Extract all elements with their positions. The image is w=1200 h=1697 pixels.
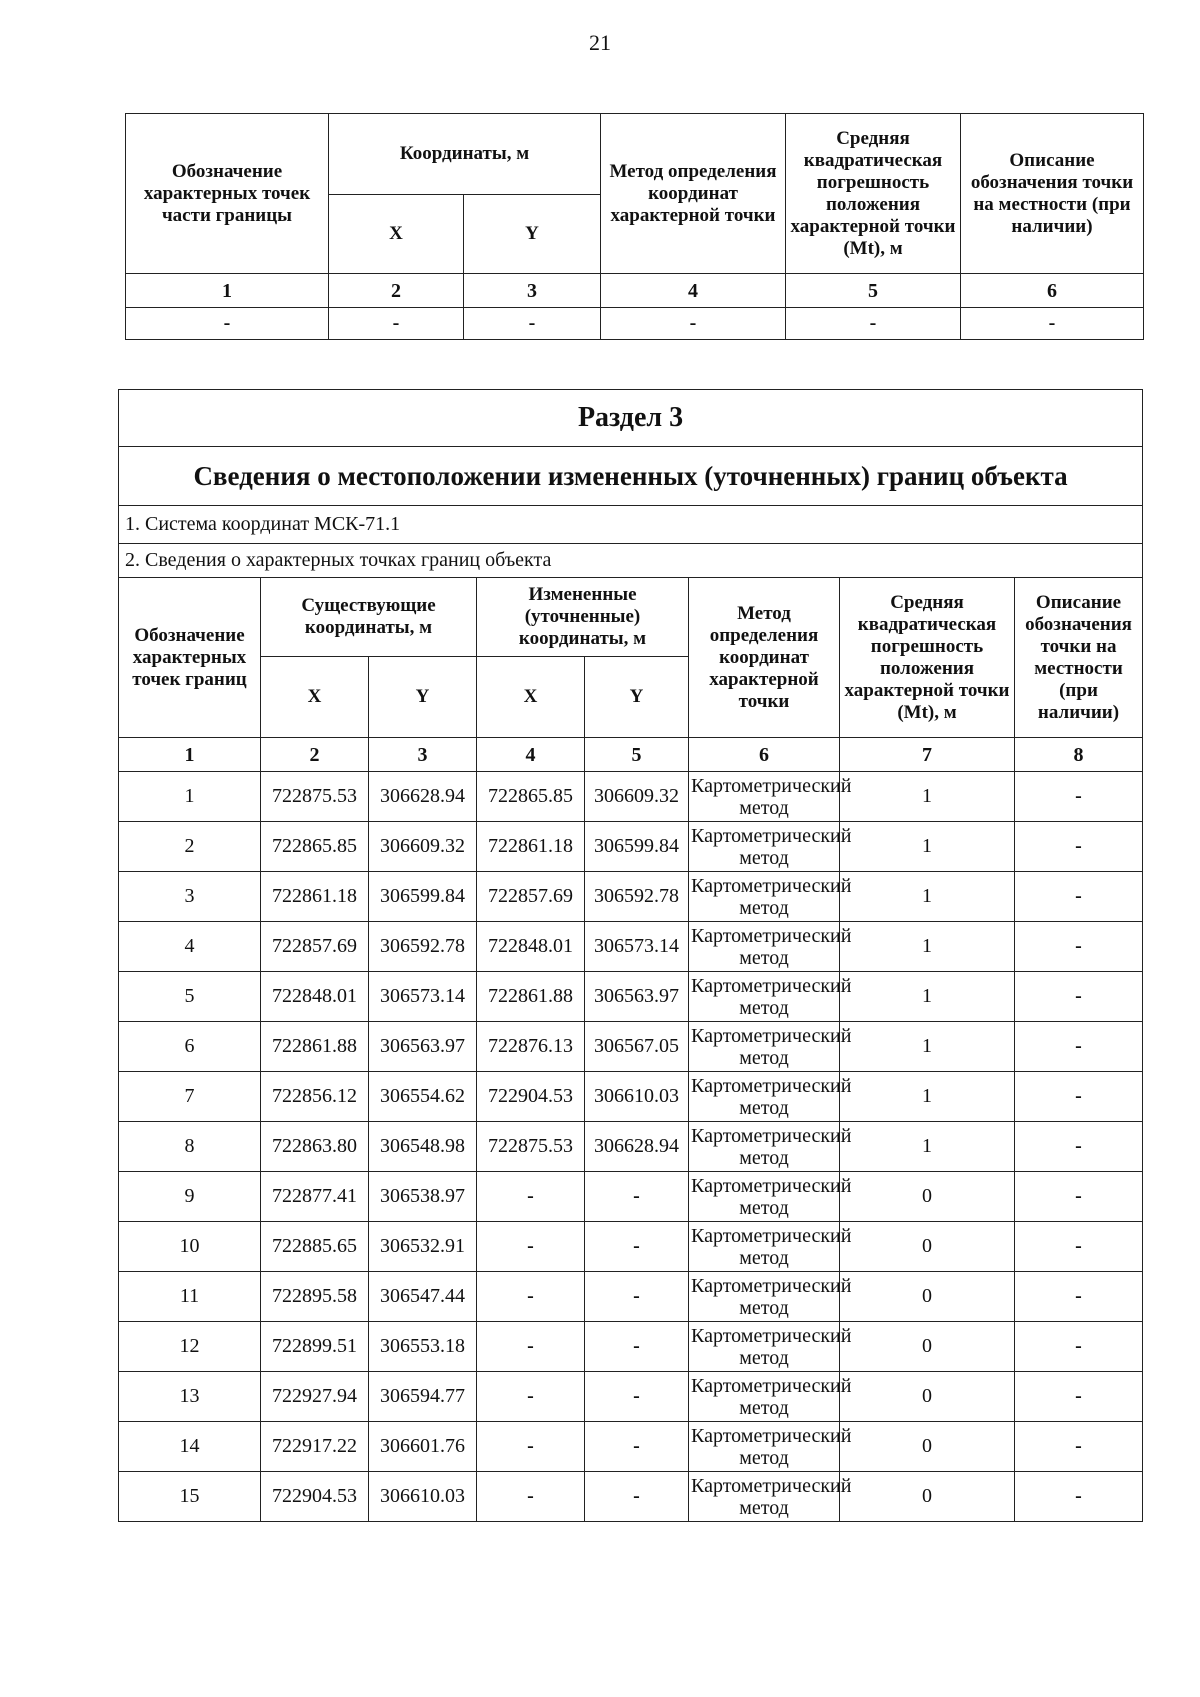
existing-y-cell: 306610.03	[369, 1472, 477, 1522]
point-number-cell: 4	[119, 922, 261, 972]
changed-y-cell: 306573.14	[585, 922, 689, 972]
changed-x-cell: 722848.01	[477, 922, 585, 972]
section-title: Раздел 3	[119, 390, 1143, 447]
method-cell: Картометрический метод	[689, 1472, 840, 1522]
point-number-cell: 7	[119, 1072, 261, 1122]
changed-y-cell: 306628.94	[585, 1122, 689, 1172]
point-number-cell: 3	[119, 872, 261, 922]
table-cell: -	[126, 308, 329, 340]
changed-x-cell: 722861.88	[477, 972, 585, 1022]
column-number: 8	[1015, 738, 1143, 772]
existing-x-cell: 722917.22	[261, 1422, 369, 1472]
table-row	[119, 972, 1143, 1022]
header-y: Y	[464, 195, 601, 274]
points-info-heading: 2. Сведения о характерных точках границ объекта	[119, 544, 1143, 578]
header-designation: Обозначение характерных точек части границы	[126, 114, 329, 274]
changed-y-cell: 306563.97	[585, 972, 689, 1022]
table-row	[119, 1422, 1143, 1472]
changed-y-cell: 306592.78	[585, 872, 689, 922]
column-numbers-row	[126, 274, 1144, 308]
method-cell: Картометрический метод	[689, 772, 840, 822]
changed-y-cell: -	[585, 1422, 689, 1472]
header-description: Описание обозначения точки на местности (при наличии)	[961, 114, 1144, 274]
point-number-cell: 15	[119, 1472, 261, 1522]
column-number: 5	[786, 274, 961, 308]
changed-y-cell: -	[585, 1272, 689, 1322]
existing-y-cell: 306601.76	[369, 1422, 477, 1472]
table-row	[119, 1022, 1143, 1072]
column-number: 4	[477, 738, 585, 772]
column-number: 3	[464, 274, 601, 308]
table-row	[119, 822, 1143, 872]
existing-y-cell: 306594.77	[369, 1372, 477, 1422]
changed-x-cell: 722861.18	[477, 822, 585, 872]
mean-error-cell: 1	[840, 922, 1015, 972]
description-cell: -	[1015, 872, 1143, 922]
method-cell: Картометрический метод	[689, 1272, 840, 1322]
header-changed-y: Y	[585, 657, 689, 738]
existing-y-cell: 306554.62	[369, 1072, 477, 1122]
changed-x-cell: -	[477, 1422, 585, 1472]
table-row	[119, 1472, 1143, 1522]
method-cell: Картометрический метод	[689, 972, 840, 1022]
column-number: 1	[119, 738, 261, 772]
column-number: 2	[329, 274, 464, 308]
header-description: Описание обозначения точки на местности (при наличии)	[1015, 578, 1143, 738]
existing-y-cell: 306592.78	[369, 922, 477, 972]
description-cell: -	[1015, 922, 1143, 972]
table-row	[119, 1372, 1143, 1422]
mean-error-cell: 1	[840, 772, 1015, 822]
table-row	[119, 922, 1143, 972]
column-number: 5	[585, 738, 689, 772]
description-cell: -	[1015, 972, 1143, 1022]
table-row	[126, 308, 1144, 340]
table-row	[119, 1222, 1143, 1272]
changed-x-cell: -	[477, 1372, 585, 1422]
existing-x-cell: 722848.01	[261, 972, 369, 1022]
mean-error-cell: 1	[840, 1122, 1015, 1172]
header-changed-coordinates: Измененные (уточненные) координаты, м	[477, 578, 689, 657]
mean-error-cell: 0	[840, 1422, 1015, 1472]
existing-y-cell: 306599.84	[369, 872, 477, 922]
coordinate-system: 1. Система координат МСК-71.1	[119, 506, 1143, 544]
column-numbers-row	[119, 738, 1143, 772]
point-number-cell: 6	[119, 1022, 261, 1072]
changed-x-cell: 722865.85	[477, 772, 585, 822]
changed-y-cell: 306567.05	[585, 1022, 689, 1072]
column-number: 1	[126, 274, 329, 308]
existing-x-cell: 722877.41	[261, 1172, 369, 1222]
existing-y-cell: 306547.44	[369, 1272, 477, 1322]
existing-y-cell: 306563.97	[369, 1022, 477, 1072]
table-row	[119, 1072, 1143, 1122]
changed-y-cell: -	[585, 1222, 689, 1272]
point-number-cell: 2	[119, 822, 261, 872]
column-number: 2	[261, 738, 369, 772]
table-cell: -	[464, 308, 601, 340]
description-cell: -	[1015, 1372, 1143, 1422]
part-boundary-points-table	[125, 113, 1144, 340]
existing-x-cell: 722857.69	[261, 922, 369, 972]
mean-error-cell: 1	[840, 872, 1015, 922]
changed-x-cell: -	[477, 1322, 585, 1372]
header-existing-y: Y	[369, 657, 477, 738]
table-row	[119, 1172, 1143, 1222]
changed-y-cell: -	[585, 1172, 689, 1222]
description-cell: -	[1015, 1122, 1143, 1172]
header-existing-coordinates: Существующие координаты, м	[261, 578, 477, 657]
existing-x-cell: 722895.58	[261, 1272, 369, 1322]
description-cell: -	[1015, 1322, 1143, 1372]
changed-y-cell: 306599.84	[585, 822, 689, 872]
column-number: 3	[369, 738, 477, 772]
column-number: 6	[961, 274, 1144, 308]
method-cell: Картометрический метод	[689, 922, 840, 972]
page-number: 21	[589, 30, 611, 55]
changed-x-cell: -	[477, 1172, 585, 1222]
existing-y-cell: 306532.91	[369, 1222, 477, 1272]
header-existing-x: X	[261, 657, 369, 738]
changed-y-cell: -	[585, 1372, 689, 1422]
table-row	[119, 1272, 1143, 1322]
mean-error-cell: 0	[840, 1272, 1015, 1322]
method-cell: Картометрический метод	[689, 1422, 840, 1472]
column-number: 4	[601, 274, 786, 308]
method-cell: Картометрический метод	[689, 1022, 840, 1072]
section3-table	[118, 389, 1143, 1522]
description-cell: -	[1015, 1272, 1143, 1322]
existing-x-cell: 722875.53	[261, 772, 369, 822]
existing-x-cell: 722863.80	[261, 1122, 369, 1172]
header-error: Средняя квадратическая погрешность положения характерной точки (Mt), м	[840, 578, 1015, 738]
existing-x-cell: 722899.51	[261, 1322, 369, 1372]
description-cell: -	[1015, 822, 1143, 872]
method-cell: Картометрический метод	[689, 1322, 840, 1372]
changed-y-cell: -	[585, 1322, 689, 1372]
changed-x-cell: 722857.69	[477, 872, 585, 922]
table-row	[119, 1322, 1143, 1372]
point-number-cell: 13	[119, 1372, 261, 1422]
description-cell: -	[1015, 1072, 1143, 1122]
points-table-body	[119, 772, 1143, 1522]
method-cell: Картометрический метод	[689, 1072, 840, 1122]
header-changed-x: X	[477, 657, 585, 738]
changed-x-cell: -	[477, 1472, 585, 1522]
mean-error-cell: 0	[840, 1222, 1015, 1272]
changed-x-cell: 722876.13	[477, 1022, 585, 1072]
mean-error-cell: 0	[840, 1322, 1015, 1372]
point-number-cell: 5	[119, 972, 261, 1022]
existing-x-cell: 722927.94	[261, 1372, 369, 1422]
table-row	[119, 872, 1143, 922]
header-method: Метод определения координат характерной точки	[689, 578, 840, 738]
point-number-cell: 10	[119, 1222, 261, 1272]
description-cell: -	[1015, 772, 1143, 822]
method-cell: Картометрический метод	[689, 1222, 840, 1272]
changed-x-cell: -	[477, 1222, 585, 1272]
existing-x-cell: 722861.18	[261, 872, 369, 922]
mean-error-cell: 1	[840, 822, 1015, 872]
point-number-cell: 14	[119, 1422, 261, 1472]
changed-y-cell: 306610.03	[585, 1072, 689, 1122]
mean-error-cell: 0	[840, 1172, 1015, 1222]
header-designation: Обозначение характерных точек границ	[119, 578, 261, 738]
changed-y-cell: 306609.32	[585, 772, 689, 822]
mean-error-cell: 0	[840, 1472, 1015, 1522]
header-method: Метод определения координат характерной точки	[601, 114, 786, 274]
header-coordinates: Координаты, м	[329, 114, 601, 195]
description-cell: -	[1015, 1422, 1143, 1472]
table-cell: -	[329, 308, 464, 340]
existing-x-cell: 722856.12	[261, 1072, 369, 1122]
changed-x-cell: 722875.53	[477, 1122, 585, 1172]
point-number-cell: 11	[119, 1272, 261, 1322]
mean-error-cell: 1	[840, 1072, 1015, 1122]
existing-x-cell: 722904.53	[261, 1472, 369, 1522]
changed-y-cell: -	[585, 1472, 689, 1522]
point-number-cell: 12	[119, 1322, 261, 1372]
existing-y-cell: 306573.14	[369, 972, 477, 1022]
header-error: Средняя квадратическая погрешность положения характерной точки (Mt), м	[786, 114, 961, 274]
section-subtitle: Сведения о местоположении измененных (уточненных) границ объекта	[119, 447, 1143, 506]
mean-error-cell: 0	[840, 1372, 1015, 1422]
existing-y-cell: 306628.94	[369, 772, 477, 822]
method-cell: Картометрический метод	[689, 822, 840, 872]
table-cell: -	[601, 308, 786, 340]
mean-error-cell: 1	[840, 972, 1015, 1022]
description-cell: -	[1015, 1172, 1143, 1222]
point-number-cell: 9	[119, 1172, 261, 1222]
existing-x-cell: 722885.65	[261, 1222, 369, 1272]
changed-x-cell: 722904.53	[477, 1072, 585, 1122]
description-cell: -	[1015, 1222, 1143, 1272]
column-number: 6	[689, 738, 840, 772]
point-number-cell: 1	[119, 772, 261, 822]
table-row	[119, 1122, 1143, 1172]
header-x: X	[329, 195, 464, 274]
method-cell: Картометрический метод	[689, 872, 840, 922]
existing-x-cell: 722865.85	[261, 822, 369, 872]
table-cell: -	[961, 308, 1144, 340]
method-cell: Картометрический метод	[689, 1172, 840, 1222]
mean-error-cell: 1	[840, 1022, 1015, 1072]
method-cell: Картометрический метод	[689, 1372, 840, 1422]
description-cell: -	[1015, 1022, 1143, 1072]
column-number: 7	[840, 738, 1015, 772]
existing-x-cell: 722861.88	[261, 1022, 369, 1072]
existing-y-cell: 306548.98	[369, 1122, 477, 1172]
point-number-cell: 8	[119, 1122, 261, 1172]
existing-y-cell: 306553.18	[369, 1322, 477, 1372]
table-row	[119, 772, 1143, 822]
existing-y-cell: 306538.97	[369, 1172, 477, 1222]
table-cell: -	[786, 308, 961, 340]
existing-y-cell: 306609.32	[369, 822, 477, 872]
method-cell: Картометрический метод	[689, 1122, 840, 1172]
description-cell: -	[1015, 1472, 1143, 1522]
changed-x-cell: -	[477, 1272, 585, 1322]
